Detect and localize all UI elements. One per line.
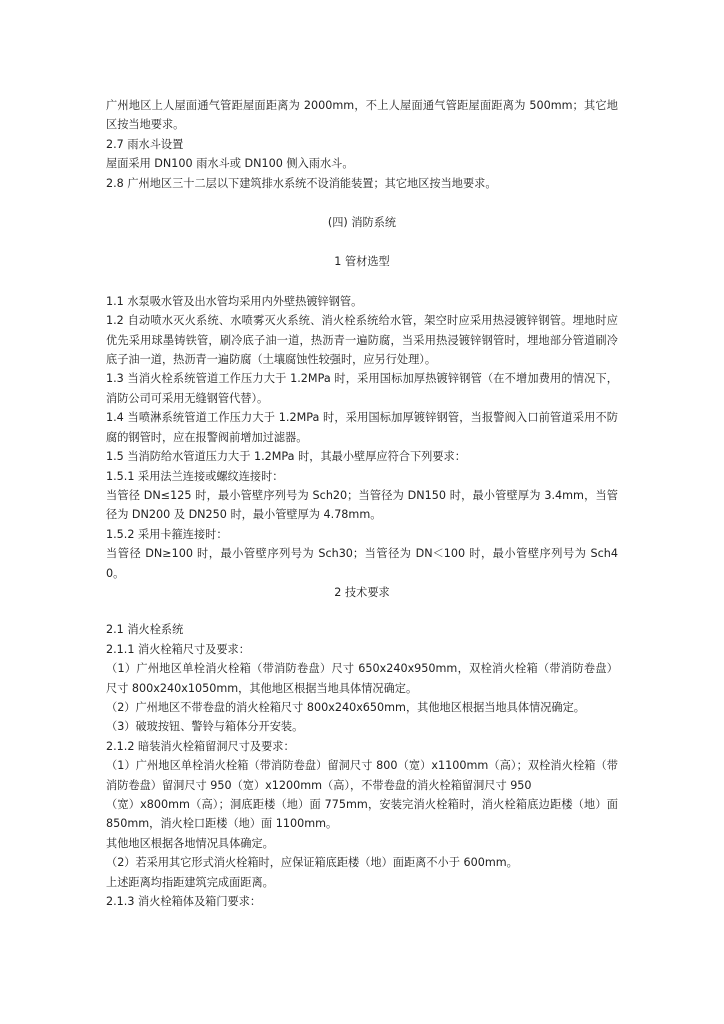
paragraph-1-2: 1.2 自动喷水灭火系统、水喷雾灭火系统、消火栓系统给水管，架空时应采用热浸镀锌钢管。埋地时应优先采用球墨铸铁管，刷冷底子油一道，热沥青一遍防腐，当采用热浸镀锌钢管时，埋地部分管道刷冷底子油一道，热沥青一遍防腐（土壤腐蚀性较强时，应另行处理）。 [106,314,618,367]
paragraph-opening-size-2: （2）若采用其它形式消火栓箱时，应保证箱底距楼（地）面距离不小于 600mm。 [106,856,518,870]
section-title-fire-protection: (四) 消防系统 [327,216,397,230]
paragraph-1-4: 1.4 当喷淋系统管道工作压力大于 1.2MPa 时，采用国标加厚镀锌钢管，当报警阀入口前管道采用不防腐的钢管时，应在报警阀前增加过滤器。 [106,411,618,444]
heading-2-1-1: 2.1.1 消火栓箱尺寸及要求： [106,642,250,656]
heading-2-1: 2.1 消火栓系统 [106,623,184,637]
paragraph-cabinet-size-3: （3）破玻按钮、警铃与箱体分开安装。 [106,720,304,734]
heading-2-7: 2.7 雨水斗设置 [106,137,184,151]
heading-2-1-2: 2.1.2 暗装消火栓箱留洞尺寸及要求： [106,739,295,753]
paragraph-1-5: 1.5 当消防给水管道压力大于 1.2MPa 时，其最小壁厚应符合下列要求： [106,450,466,464]
paragraph-flange-wall-thickness: 当管径 DN≤125 时，最小管壁序列号为 Sch20；当管径为 DN150 时，最小管壁厚为 3.4mm，当管径为 DN200 及 DN250 时，最小管壁厚为 4.78mm。 [106,488,618,522]
paragraph-distance-note: 上述距离均指距建筑完成面距离。 [106,875,274,889]
document-page [106,96,618,911]
paragraph-2-8: 2.8 广州地区三十二层以下建筑排水系统不设消能装置；其它地区按当地要求。 [106,176,497,190]
paragraph-1-5-1: 1.5.1 采用法兰连接或螺纹连接时： [106,469,284,483]
heading-2-1-3: 2.1.3 消火栓箱体及箱门要求： [106,895,262,909]
subsection-title-pipe-selection: 1 管材选型 [334,255,390,269]
paragraph-other-regions: 其他地区根据各地情况具体确定。 [106,836,274,850]
paragraph-1-1: 1.1 水泵吸水管及出水管均采用内外壁热镀锌钢管。 [106,294,363,308]
paragraph-vent-pipe: 广州地区上人屋面通气管距屋面距离为 2000mm，不上人屋面通气管距屋面距离为 500mm；其它地区按当地要求。 [106,99,618,132]
paragraph-opening-size-1: （1）广州地区单栓消火栓箱（带消防卷盘）留洞尺寸 800（宽）x1100mm（高）；双栓消火栓箱（带消防卷盘）留洞尺寸 950（宽）x1200mm（高），不带卷盘的消火栓箱留洞尺寸 950 [106,759,618,792]
paragraph-opening-size-1-cont: （宽）x800mm（高）；洞底距楼（地）面 775mm，安装完消火栓箱时，消火栓箱底边距楼（地）面 850mm，消火栓口距楼（地）面 1100mm。 [106,798,618,831]
paragraph-rain-hopper: 屋面采用 DN100 雨水斗或 DN100 侧入雨水斗。 [106,157,354,171]
paragraph-1-5-2: 1.5.2 采用卡箍连接时： [106,527,228,541]
paragraph-1-3: 1.3 当消火栓系统管道工作压力大于 1.2MPa 时，采用国标加厚热镀锌钢管（在不增加费用的情况下，消防公司可采用无缝钢管代替）。 [106,372,618,405]
paragraph-clamp-wall-thickness: 当管径 DN≥100 时，最小管壁序列号为 Sch30；当管径为 DN＜100 时，最小管壁序列号为 Sch40。 [106,547,618,580]
paragraph-cabinet-size-1: （1）广州地区单栓消火栓箱（带消防卷盘）尺寸 650x240x950mm，双栓消火栓箱（带消防卷盘）尺寸 800x240x1050mm，其他地区根据当地具体情况确定。 [106,662,618,695]
subsection-title-technical-requirements: 2 技术要求 [334,585,390,599]
paragraph-cabinet-size-2: （2）广州地区不带卷盘的消火栓箱尺寸 800x240x650mm，其他地区根据当地具体情况确定。 [106,700,585,714]
